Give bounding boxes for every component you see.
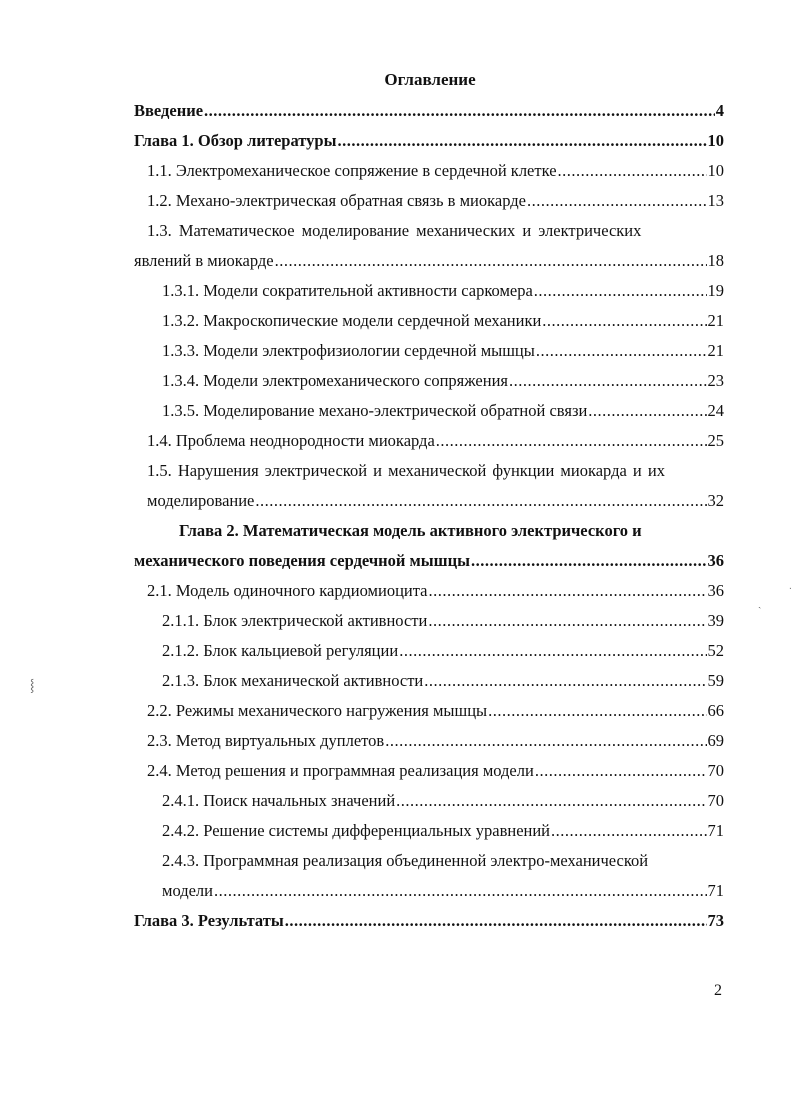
toc-entry-label: 1.4. Проблема неоднородности миокарда (147, 431, 435, 450)
dot-leader (488, 701, 706, 721)
toc-entry-page: 66 (707, 701, 724, 720)
toc-entry-page: 36 (707, 551, 724, 570)
toc-entry-page: 24 (707, 401, 724, 420)
toc-entry-label: 2.1.2. Блок кальциевой регуляции (162, 641, 399, 660)
toc-entry[interactable] (162, 791, 724, 813)
dot-leader (509, 371, 706, 391)
dot-leader (535, 761, 707, 781)
toc-entry-label: 2.4.1. Поиск начальных значений (162, 791, 396, 810)
toc-entry-label: 2.1.1. Блок электрической активности (162, 611, 428, 630)
toc-entry[interactable] (162, 311, 724, 333)
dot-leader (428, 611, 706, 631)
toc-entry-label: 1.2. Механо-электрическая обратная связь в миокарде (147, 191, 526, 210)
toc-entry-label: 2.4.2. Решение системы дифференциальных уравнений (162, 821, 551, 840)
dot-leader (558, 161, 707, 181)
toc-entry[interactable] (147, 191, 724, 213)
toc-entry[interactable] (147, 581, 724, 603)
toc-entry-label: 2.1. Модель одиночного кардиомиоцита (147, 581, 428, 600)
dot-leader (534, 281, 707, 301)
dot-leader (396, 791, 706, 811)
toc-entry-page: 23 (707, 371, 724, 390)
toc-entry-label: явлений в миокарде (134, 251, 274, 270)
toc-entry-label: Введение (134, 101, 204, 120)
toc-entry-label: Глава 3. Результаты (134, 911, 284, 930)
dot-leader (424, 671, 706, 691)
dot-leader (338, 131, 707, 151)
toc-entry-page: 59 (707, 671, 724, 690)
toc-entry-label: 1.3.4. Модели электромеханического сопряжения (162, 371, 509, 390)
toc-entry-page: 4 (715, 101, 724, 120)
toc-entry-page: 32 (707, 491, 724, 510)
toc-entry[interactable] (147, 491, 724, 513)
dot-leader (275, 251, 707, 271)
dot-leader (527, 191, 707, 211)
dot-leader (542, 311, 706, 331)
toc-entry-label: 2.2. Режимы механического нагружения мышцы (147, 701, 488, 720)
toc-entry-label: 1.3.5. Моделирование механо-электрической обратной связи (162, 401, 588, 420)
dot-leader (436, 431, 707, 451)
toc-entry-page: 69 (707, 731, 724, 750)
dot-leader (399, 641, 706, 661)
toc-entry-page: 70 (707, 791, 724, 810)
toc-entry-page: 70 (707, 761, 724, 780)
toc-entry[interactable] (134, 251, 724, 273)
toc-entry-label: 1.1. Электромеханическое сопряжение в сердечной клетке (147, 161, 557, 180)
toc-entry-page: 52 (707, 641, 724, 660)
scan-artifact: ⸾ (30, 678, 35, 692)
dot-leader (536, 341, 707, 361)
toc-entry[interactable] (134, 551, 724, 573)
toc-entry[interactable] (147, 761, 724, 783)
scan-artifact: ˏ (758, 598, 762, 609)
toc-entry-label: моделирование (147, 491, 255, 510)
toc-entry-label: 1.3.1. Модели сократительной активности саркомера (162, 281, 533, 300)
toc-entry-page: 18 (707, 251, 724, 270)
toc-entry-label: механического поведения сердечной мышцы (134, 551, 470, 570)
dot-leader (428, 581, 706, 601)
toc-entry-label: 1.3.2. Макроскопические модели сердечной механики (162, 311, 542, 330)
toc-entry[interactable] (162, 371, 724, 393)
toc-entry[interactable] (134, 101, 724, 123)
toc-entry[interactable] (162, 341, 724, 363)
toc-entry-label: 2.1.3. Блок механической активности (162, 671, 424, 690)
toc-entry[interactable] (162, 671, 724, 693)
toc-entry-page: 19 (707, 281, 724, 300)
dot-leader (204, 101, 715, 121)
dot-leader (214, 881, 707, 901)
toc-entry[interactable] (134, 911, 724, 933)
toc-entry-page: 10 (707, 131, 724, 150)
toc-entry-label-line1: 1.3. Математическое моделирование механических и электрических (147, 221, 642, 240)
toc-entry-page: 71 (707, 881, 724, 900)
toc-entry-page: 73 (707, 911, 724, 930)
dot-leader (255, 491, 706, 511)
toc-entry[interactable] (147, 701, 724, 723)
toc-entry[interactable] (162, 611, 724, 633)
toc-entry[interactable] (162, 881, 724, 903)
toc-entry-page: 21 (707, 311, 724, 330)
toc-entry-page: 10 (707, 161, 724, 180)
toc-entry-label-line1: 2.4.3. Программная реализация объединенной электро-механической (162, 851, 649, 870)
toc-title: Оглавление (384, 70, 476, 89)
dot-leader (588, 401, 706, 421)
toc-entry-label: Глава 1. Обзор литературы (134, 131, 337, 150)
toc-entry[interactable] (147, 731, 724, 753)
dot-leader (551, 821, 706, 841)
toc-entry-page: 13 (707, 191, 724, 210)
toc-entry-page: 36 (707, 581, 724, 600)
toc-entry-label: модели (162, 881, 213, 900)
toc-entry-page: 39 (707, 611, 724, 630)
toc-entry-label: 2.4. Метод решения и программная реализация модели (147, 761, 534, 780)
scan-artifact: ˑ (789, 585, 792, 596)
toc-entry[interactable] (147, 161, 724, 183)
dot-leader (385, 731, 706, 751)
toc-entry-label-line1: Глава 2. Математическая модель активного электрического и (179, 521, 642, 540)
toc-entry[interactable] (162, 821, 724, 843)
page-number: 2 (714, 982, 722, 999)
toc-entry-label: 2.3. Метод виртуальных дуплетов (147, 731, 385, 750)
toc-entry-page: 25 (707, 431, 724, 450)
toc-entry[interactable] (162, 281, 724, 303)
toc-entry[interactable] (134, 131, 724, 153)
toc-entry-label: 1.3.3. Модели электрофизиологии сердечной мышцы (162, 341, 535, 360)
dot-leader (471, 551, 707, 571)
toc-entry-page: 71 (707, 821, 724, 840)
toc-entry[interactable] (147, 431, 724, 453)
toc-entry-label-line1: 1.5. Нарушения электрической и механической функции миокарда и их (147, 461, 665, 480)
toc-entry[interactable] (162, 401, 724, 423)
toc-entry-page: 21 (707, 341, 724, 360)
toc-entry[interactable] (162, 641, 724, 663)
dot-leader (285, 911, 707, 931)
